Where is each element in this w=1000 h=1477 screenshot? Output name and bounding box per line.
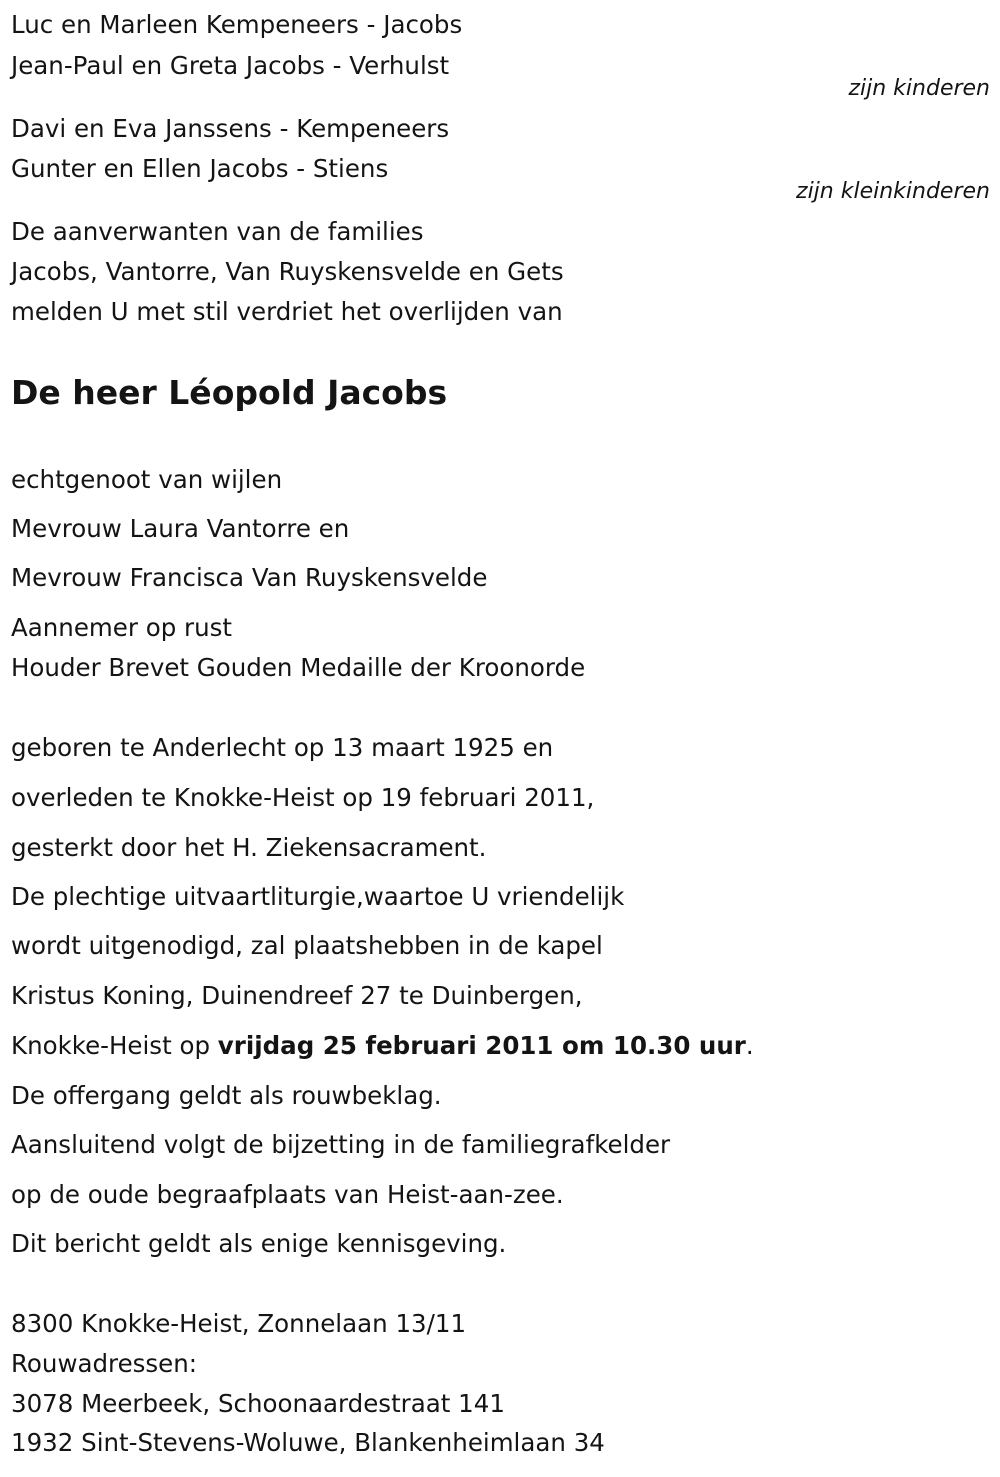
grandchildren-label: zijn kleinkinderen: [796, 179, 990, 204]
child-line: Luc en Marleen Kempeneers - Jacobs: [11, 10, 463, 39]
grandchild-line: Davi en Eva Janssens - Kempeneers: [11, 114, 450, 143]
announcement-line: Kristus Koning, Duinendreef 27 te Duinbergen,: [11, 981, 583, 1010]
deceased-name: De heer Léopold Jacobs: [11, 373, 448, 412]
children-label: zijn kinderen: [848, 76, 990, 101]
closing-line: De offergang geldt als rouwbeklag.: [11, 1081, 442, 1110]
funeral-date-time: vrijdag 25 februari 2011 om 10.30 uur: [217, 1031, 746, 1060]
address-line: 3078 Meerbeek, Schoonaardestraat 141: [11, 1389, 505, 1418]
funeral-line: [11, 1031, 754, 1061]
announcement-line: De plechtige uitvaartliturgie,waartoe U vriendelijk: [11, 882, 625, 911]
intro-line: De aanverwanten van de families: [11, 217, 424, 246]
detail-line: Mevrouw Laura Vantorre en: [11, 514, 350, 543]
detail-line: echtgenoot van wijlen: [11, 465, 283, 494]
closing-line: Dit bericht geldt als enige kennisgeving.: [11, 1229, 507, 1258]
child-line: Jean-Paul en Greta Jacobs - Verhulst: [11, 51, 450, 80]
announcement-line: geboren te Anderlecht op 13 maart 1925 en: [11, 733, 554, 762]
address-line: 1932 Sint-Stevens-Woluwe, Blankenheimlaan 34: [11, 1428, 605, 1457]
announcement-line: gesterkt door het H. Ziekensacrament.: [11, 833, 487, 862]
intro-line: melden U met stil verdriet het overlijden van: [11, 297, 563, 326]
funeral-prefix: Knokke-Heist op: [11, 1031, 218, 1060]
detail-line: Houder Brevet Gouden Medaille der Kroonorde: [11, 653, 586, 682]
detail-line: Aannemer op rust: [11, 613, 233, 642]
detail-line: Mevrouw Francisca Van Ruyskensvelde: [11, 563, 488, 592]
closing-line: op de oude begraafplaats van Heist-aan-zee.: [11, 1180, 564, 1209]
address-line: 8300 Knokke-Heist, Zonnelaan 13/11: [11, 1309, 467, 1338]
announcement-line: wordt uitgenodigd, zal plaatshebben in de kapel: [11, 931, 603, 960]
address-line: Rouwadressen:: [11, 1349, 198, 1378]
intro-line: Jacobs, Vantorre, Van Ruyskensvelde en Gets: [11, 257, 564, 286]
grandchild-line: Gunter en Ellen Jacobs - Stiens: [11, 154, 389, 183]
announcement-line: overleden te Knokke-Heist op 19 februari 2011,: [11, 783, 595, 812]
funeral-suffix: .: [745, 1031, 754, 1060]
closing-line: Aansluitend volgt de bijzetting in de familiegrafkelder: [11, 1130, 671, 1159]
